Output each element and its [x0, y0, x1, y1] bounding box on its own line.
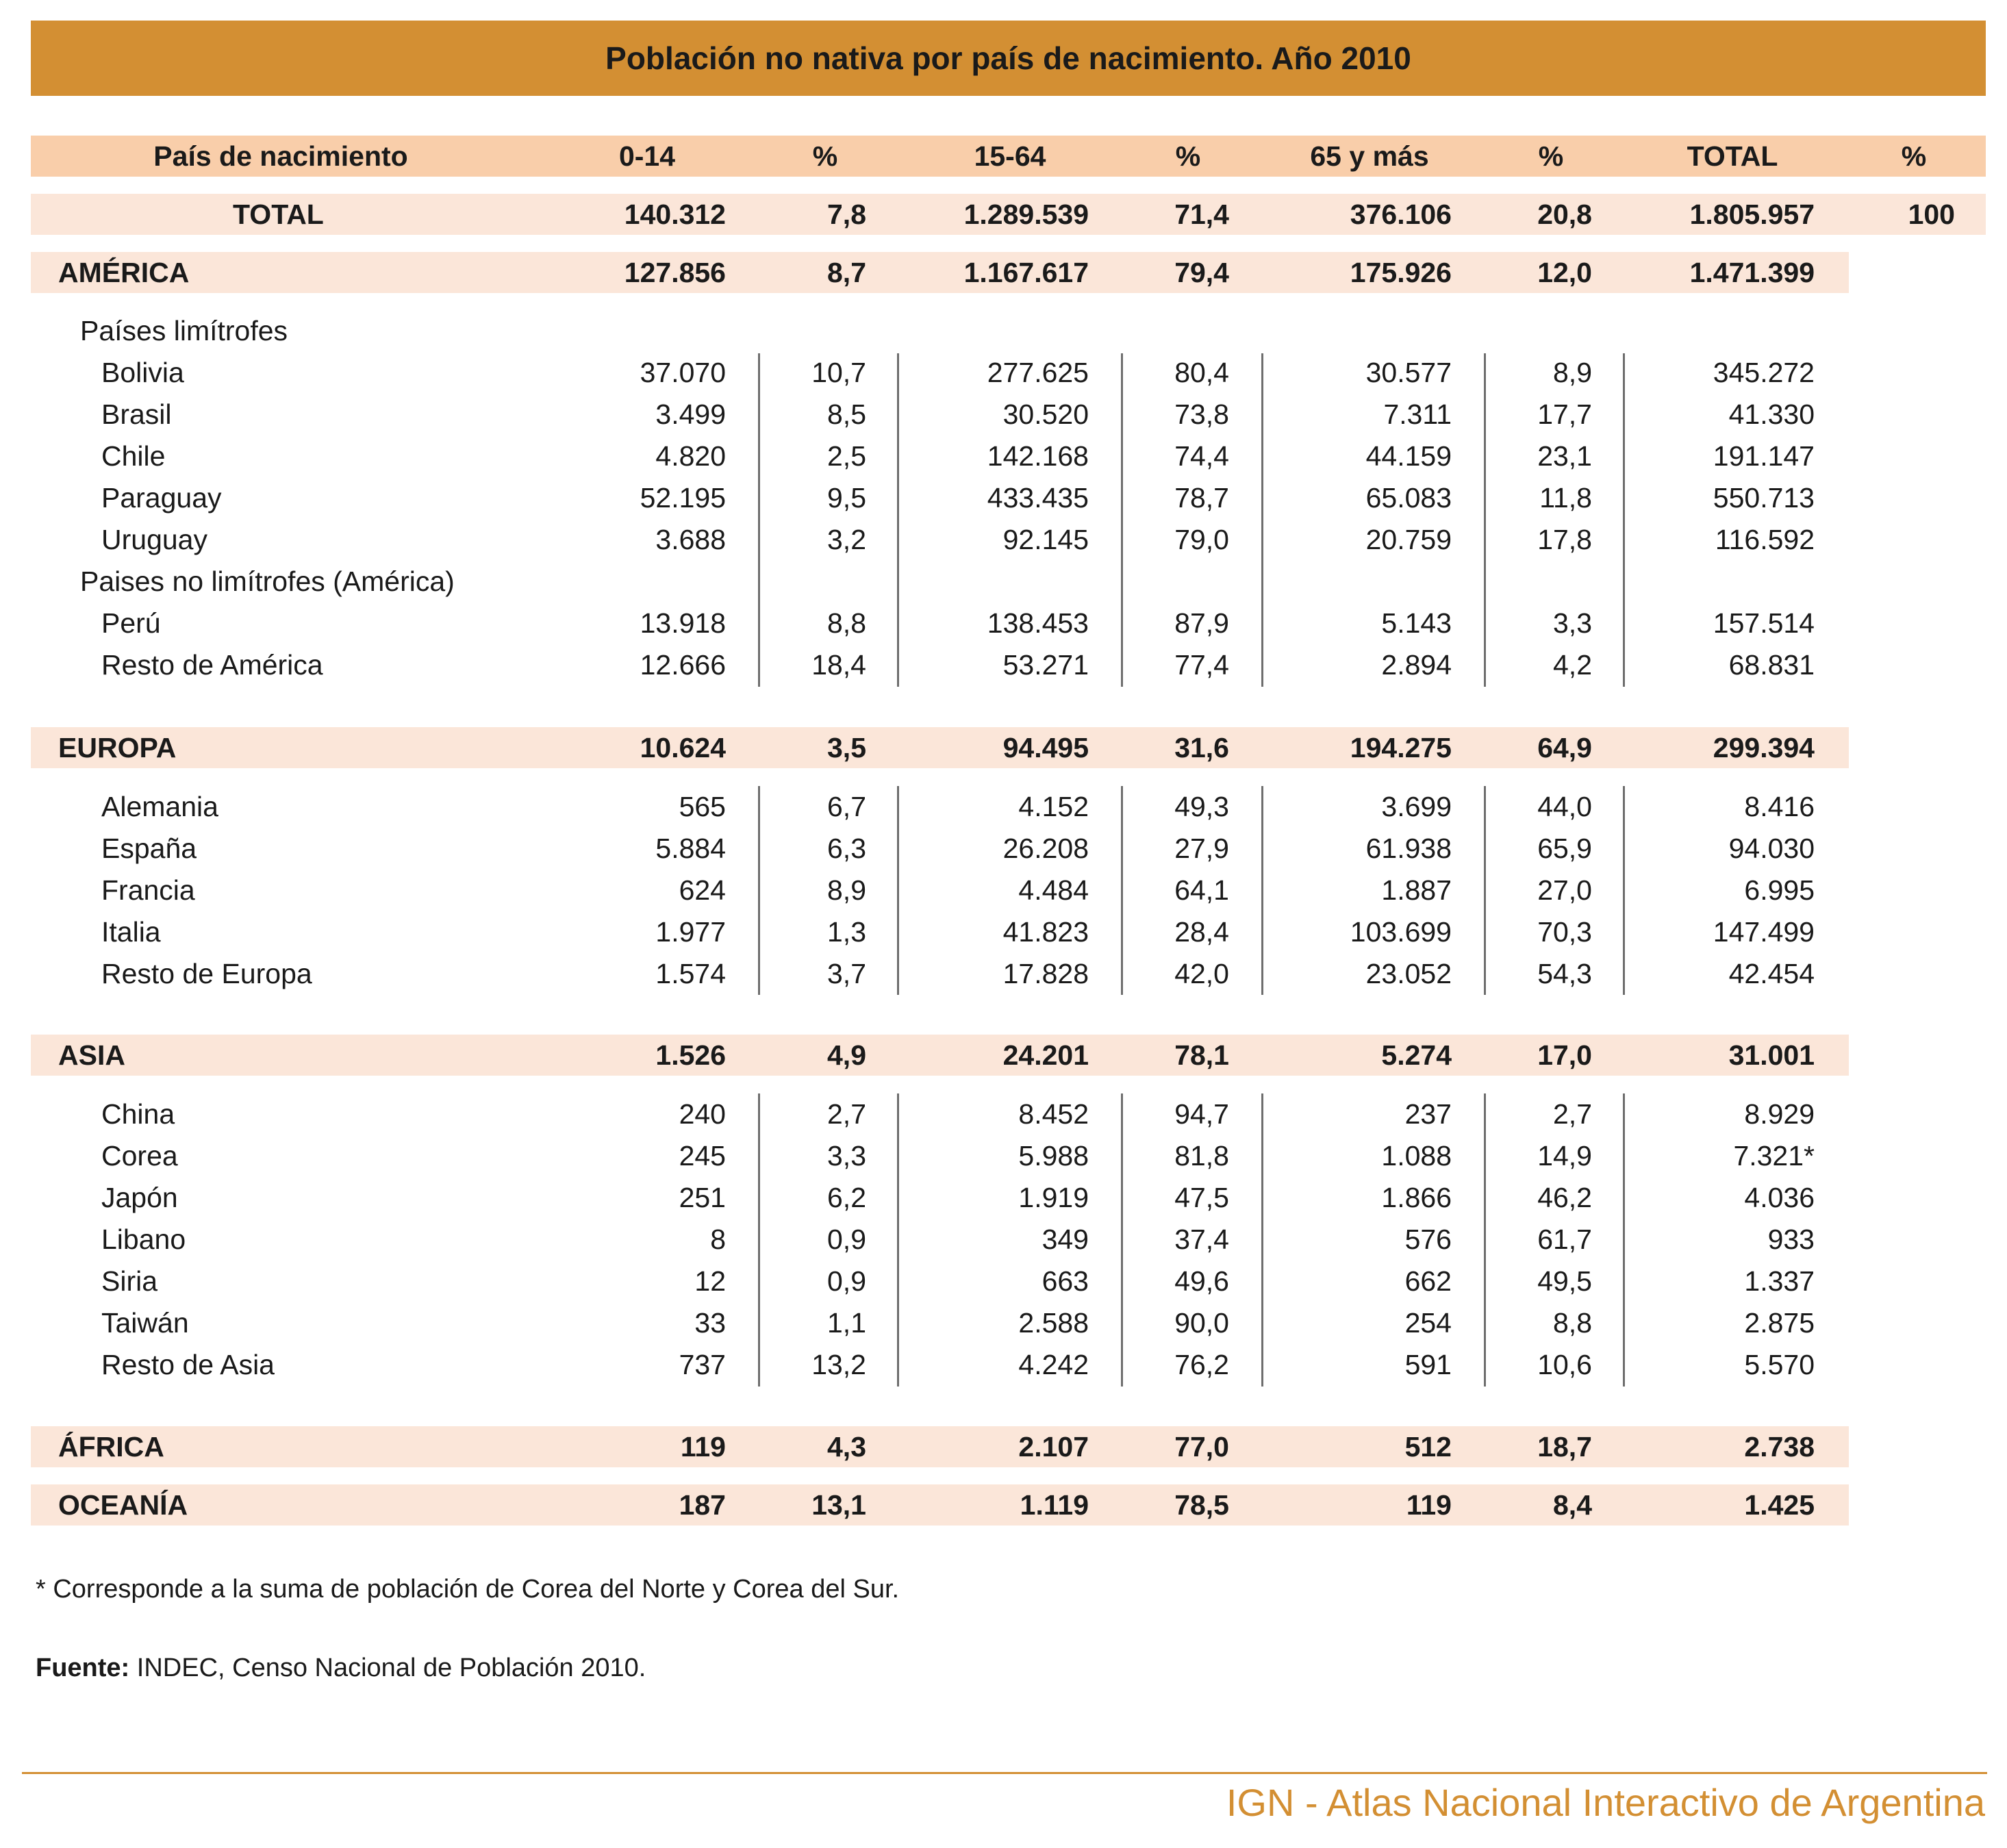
cell-value: 53.271 [1002, 649, 1089, 681]
cell-value: 254 [1404, 1307, 1452, 1339]
cell-value: 78,1 [1174, 1039, 1229, 1071]
cell-value: 14,9 [1537, 1140, 1592, 1172]
cell-value: 2,5 [827, 440, 866, 472]
cell-value: 3.699 [1381, 791, 1452, 822]
region-label: AMÉRICA [58, 257, 190, 288]
cell-value: 1.574 [655, 958, 726, 989]
cell-value: 8 [710, 1224, 726, 1255]
cell-value: 8.929 [1744, 1098, 1815, 1130]
column-divider [1121, 353, 1123, 687]
cell-value: 5.988 [1018, 1140, 1089, 1172]
cell-value: 6,2 [827, 1182, 866, 1213]
cell-value: 119 [680, 1431, 726, 1463]
column-divider [1121, 1093, 1123, 1387]
cell-value: 3.499 [655, 398, 726, 430]
cell-value: 37.070 [640, 357, 726, 388]
cell-value: 49,3 [1174, 791, 1229, 822]
footnote: * Corresponde a la suma de población de Corea del Norte y Corea del Sur. [36, 1575, 900, 1604]
cell-value: 81,8 [1174, 1140, 1229, 1172]
cell-value: 20.759 [1365, 524, 1452, 555]
cell-value: 23.052 [1365, 958, 1452, 989]
column-divider [1484, 353, 1486, 687]
cell-value: 550.713 [1713, 482, 1815, 514]
cell-value: 3.688 [655, 524, 726, 555]
region-label: OCEANÍA [58, 1489, 188, 1521]
column-header: 65 y más [1310, 140, 1429, 172]
cell-value: 31.001 [1728, 1039, 1815, 1071]
cell-value: 46,2 [1537, 1182, 1592, 1213]
cell-value: 73,8 [1174, 398, 1229, 430]
column-divider [897, 1093, 899, 1387]
column-divider [1261, 1093, 1263, 1387]
cell-value: 4,2 [1553, 649, 1592, 681]
cell-value: 147.499 [1713, 916, 1815, 948]
column-divider [758, 353, 760, 687]
cell-value: 116.592 [1715, 524, 1815, 555]
cell-value: 345.272 [1713, 357, 1815, 388]
cell-value: 3,5 [827, 732, 866, 763]
cell-value: 61,7 [1537, 1224, 1592, 1255]
cell-value: 17,8 [1537, 524, 1592, 555]
cell-value: 12,0 [1537, 257, 1592, 288]
cell-value: 3,2 [827, 524, 866, 555]
country-label: Francia [101, 874, 195, 906]
cell-value: 0,9 [827, 1265, 866, 1297]
cell-value: 1.887 [1381, 874, 1452, 906]
cell-value: 94.495 [1002, 732, 1089, 763]
cell-value: 87,9 [1174, 607, 1229, 639]
cell-value: 2.738 [1744, 1431, 1815, 1463]
cell-value: 591 [1404, 1349, 1452, 1380]
cell-value: 77,0 [1174, 1431, 1229, 1463]
column-header: 15-64 [974, 140, 1046, 172]
source-note [36, 1654, 646, 1683]
cell-value: 187 [679, 1489, 726, 1521]
cell-value: 1.088 [1381, 1140, 1452, 1172]
cell-value: 13,1 [811, 1489, 866, 1521]
cell-value: 1.119 [1020, 1489, 1089, 1521]
cell-value: 2,7 [1553, 1098, 1592, 1130]
cell-value: 7.311 [1383, 398, 1452, 430]
country-label: Resto de Europa [101, 958, 312, 989]
cell-value: 3,7 [827, 958, 866, 989]
country-label: Taiwán [101, 1307, 189, 1339]
cell-value: 175.926 [1350, 257, 1452, 288]
cell-value: 5.884 [655, 833, 726, 864]
cell-value: 299.394 [1713, 732, 1815, 763]
cell-value: 663 [1042, 1265, 1089, 1297]
cell-value: 376.106 [1350, 199, 1452, 230]
cell-value: 1.526 [655, 1039, 726, 1071]
column-divider [758, 786, 760, 995]
cell-value: 433.435 [987, 482, 1089, 514]
column-divider [1261, 353, 1263, 687]
cell-value: 8.416 [1744, 791, 1815, 822]
country-label: Uruguay [101, 524, 207, 555]
cell-value: 3,3 [827, 1140, 866, 1172]
cell-value: 2,7 [827, 1098, 866, 1130]
cell-value: 240 [679, 1098, 726, 1130]
cell-value: 576 [1404, 1224, 1452, 1255]
cell-value: 49,6 [1174, 1265, 1229, 1297]
column-divider [1261, 786, 1263, 995]
cell-value: 8,9 [1553, 357, 1592, 388]
subgroup-label: Países limítrofes [80, 315, 288, 346]
cell-value: 17.828 [1002, 958, 1089, 989]
cell-value: 5.143 [1381, 607, 1452, 639]
cell-value: 4,9 [827, 1039, 866, 1071]
cell-value: 4.036 [1744, 1182, 1815, 1213]
cell-value: 10.624 [640, 732, 726, 763]
country-label: Japón [101, 1182, 178, 1213]
column-divider [1484, 1093, 1486, 1387]
cell-value: 65.083 [1365, 482, 1452, 514]
cell-value: 9,5 [827, 482, 866, 514]
cell-value: 54,3 [1537, 958, 1592, 989]
cell-value: 30.577 [1365, 357, 1452, 388]
cell-value: 8,8 [827, 607, 866, 639]
country-label: Brasil [101, 398, 172, 430]
cell-value: 1.919 [1018, 1182, 1089, 1213]
column-header: % [1901, 140, 1927, 172]
cell-value: 2.894 [1381, 649, 1452, 681]
cell-value: 2.588 [1018, 1307, 1089, 1339]
cell-value: 90,0 [1174, 1307, 1229, 1339]
cell-value: 8,4 [1553, 1489, 1592, 1521]
cell-value: 624 [679, 874, 726, 906]
cell-value: 5.570 [1744, 1349, 1815, 1380]
cell-value: 1.977 [655, 916, 726, 948]
cell-value: 23,1 [1537, 440, 1592, 472]
cell-value: 1.167.617 [963, 257, 1089, 288]
cell-value: 6,7 [827, 791, 866, 822]
cell-value: 237 [1404, 1098, 1452, 1130]
cell-value: 4.820 [655, 440, 726, 472]
region-row-africa [31, 1426, 1849, 1467]
cell-value: 17,7 [1537, 398, 1592, 430]
country-label: Paraguay [101, 482, 222, 514]
column-divider [1623, 1093, 1625, 1387]
cell-value: 4.242 [1018, 1349, 1089, 1380]
cell-value: 8,9 [827, 874, 866, 906]
region-row-asia [31, 1035, 1849, 1076]
cell-value: 77,4 [1174, 649, 1229, 681]
cell-value: 191.147 [1713, 440, 1815, 472]
footer-credit: IGN - Atlas Nacional Interactivo de Argentina [1226, 1781, 1985, 1824]
cell-value: 47,5 [1174, 1182, 1229, 1213]
column-divider [897, 786, 899, 995]
cell-value: 1.866 [1381, 1182, 1452, 1213]
cell-value: 142.168 [987, 440, 1089, 472]
cell-value: 64,9 [1537, 732, 1592, 763]
cell-value: 17,0 [1537, 1039, 1592, 1071]
cell-value: 2.875 [1744, 1307, 1815, 1339]
cell-value: 8,8 [1553, 1307, 1592, 1339]
cell-value: 127.856 [624, 257, 726, 288]
cell-value: 8.452 [1018, 1098, 1089, 1130]
cell-value: 79,4 [1174, 257, 1229, 288]
source-text: INDEC, Censo Nacional de Población 2010. [129, 1654, 646, 1682]
cell-value: 12 [694, 1265, 726, 1297]
cell-value: 41.330 [1728, 398, 1815, 430]
cell-value: 1.289.539 [963, 199, 1089, 230]
cell-value: 30.520 [1002, 398, 1089, 430]
subgroup-label: Paises no limítrofes (América) [80, 566, 455, 597]
region-label: EUROPA [58, 732, 177, 763]
cell-value: 27,9 [1174, 833, 1229, 864]
cell-value: 349 [1042, 1224, 1089, 1255]
cell-value: 44,0 [1537, 791, 1592, 822]
cell-value: 565 [679, 791, 726, 822]
column-header: % [1538, 140, 1564, 172]
cell-value: 140.312 [624, 199, 726, 230]
cell-value: 13,2 [811, 1349, 866, 1380]
cell-value: 44.159 [1365, 440, 1452, 472]
cell-value: 27,0 [1537, 874, 1592, 906]
cell-value: 26.208 [1002, 833, 1089, 864]
country-label: Alemania [101, 791, 218, 822]
cell-value: 42,0 [1174, 958, 1229, 989]
cell-value: 28,4 [1174, 916, 1229, 948]
cell-value: 662 [1404, 1265, 1452, 1297]
column-header: 0-14 [618, 140, 676, 172]
cell-value: 18,4 [811, 649, 866, 681]
cell-value: 8,7 [827, 257, 866, 288]
column-header: % [1175, 140, 1201, 172]
cell-value: 71,4 [1174, 199, 1229, 230]
cell-value: 245 [679, 1140, 726, 1172]
cell-value: 2.107 [1018, 1431, 1089, 1463]
cell-value: 4.152 [1018, 791, 1089, 822]
cell-value: 64,1 [1174, 874, 1229, 906]
cell-value: 512 [1404, 1431, 1452, 1463]
column-divider [758, 1093, 760, 1387]
cell-value: 10,7 [811, 357, 866, 388]
cell-value: 157.514 [1713, 607, 1815, 639]
cell-value: 92.145 [1002, 524, 1089, 555]
cell-value: 65,9 [1537, 833, 1592, 864]
cell-value: 4.484 [1018, 874, 1089, 906]
cell-value: 103.699 [1350, 916, 1452, 948]
column-divider [1623, 353, 1625, 687]
cell-value: 100 [1908, 199, 1955, 230]
cell-value: 194.275 [1350, 732, 1452, 763]
total-label: TOTAL [233, 199, 324, 230]
country-label: Resto de Asia [101, 1349, 275, 1380]
cell-value: 41.823 [1002, 916, 1089, 948]
country-label: España [101, 833, 197, 864]
column-divider [1623, 786, 1625, 995]
total-row [31, 194, 1986, 235]
cell-value: 1.425 [1744, 1489, 1815, 1521]
cell-value: 10,6 [1537, 1349, 1592, 1380]
cell-value: 13.918 [640, 607, 726, 639]
country-label: Chile [101, 440, 166, 472]
column-divider [1121, 786, 1123, 995]
column-header: TOTAL [1687, 140, 1778, 172]
cell-value: 20,8 [1537, 199, 1592, 230]
country-label: China [101, 1098, 175, 1130]
cell-value: 78,5 [1174, 1489, 1229, 1521]
cell-value: 42.454 [1728, 958, 1815, 989]
cell-value: 76,2 [1174, 1349, 1229, 1380]
table-title: Población no nativa por país de nacimiento. Año 2010 [31, 21, 1986, 96]
cell-value: 52.195 [640, 482, 726, 514]
cell-value: 119 [1406, 1489, 1452, 1521]
country-label: Libano [101, 1224, 186, 1255]
cell-value: 49,5 [1537, 1265, 1592, 1297]
country-label: Bolivia [101, 357, 184, 388]
cell-value: 6.995 [1744, 874, 1815, 906]
country-label: Siria [101, 1265, 158, 1297]
source-label: Fuente: [36, 1654, 130, 1682]
cell-value: 1.805.957 [1689, 199, 1815, 230]
column-divider [897, 353, 899, 687]
cell-value: 61.938 [1365, 833, 1452, 864]
country-label: Corea [101, 1140, 178, 1172]
cell-value: 277.625 [987, 357, 1089, 388]
region-label: ÁFRICA [58, 1431, 164, 1463]
cell-value: 80,4 [1174, 357, 1229, 388]
cell-value: 7.321* [1733, 1140, 1815, 1172]
cell-value: 4,3 [827, 1431, 866, 1463]
cell-value: 0,9 [827, 1224, 866, 1255]
country-label: Perú [101, 607, 161, 639]
cell-value: 1.471.399 [1689, 257, 1815, 288]
column-header: % [812, 140, 838, 172]
cell-value: 79,0 [1174, 524, 1229, 555]
cell-value: 70,3 [1537, 916, 1592, 948]
cell-value: 74,4 [1174, 440, 1229, 472]
cell-value: 24.201 [1002, 1039, 1089, 1071]
cell-value: 11,8 [1539, 482, 1592, 514]
region-row-oceania [31, 1484, 1849, 1526]
cell-value: 251 [679, 1182, 726, 1213]
cell-value: 31,6 [1174, 732, 1229, 763]
cell-value: 5.274 [1381, 1039, 1452, 1071]
region-label: ASIA [58, 1039, 125, 1071]
cell-value: 7,8 [827, 199, 866, 230]
country-label: Italia [101, 916, 161, 948]
cell-value: 94,7 [1174, 1098, 1229, 1130]
cell-value: 94.030 [1728, 833, 1815, 864]
cell-value: 78,7 [1174, 482, 1229, 514]
cell-value: 1,1 [827, 1307, 866, 1339]
cell-value: 18,7 [1537, 1431, 1592, 1463]
cell-value: 737 [679, 1349, 726, 1380]
cell-value: 3,3 [1553, 607, 1592, 639]
cell-value: 138.453 [987, 607, 1089, 639]
cell-value: 933 [1767, 1224, 1815, 1255]
country-label: Resto de América [101, 649, 323, 681]
cell-value: 8,5 [827, 398, 866, 430]
region-row-america [31, 252, 1849, 293]
cell-value: 33 [694, 1307, 726, 1339]
region-row-europa [31, 727, 1849, 768]
cell-value: 37,4 [1174, 1224, 1229, 1255]
column-header: País de nacimiento [153, 140, 408, 172]
table-header-row [31, 136, 1986, 177]
cell-value: 1,3 [827, 916, 866, 948]
cell-value: 68.831 [1728, 649, 1815, 681]
cell-value: 1.337 [1744, 1265, 1815, 1297]
cell-value: 6,3 [827, 833, 866, 864]
footer-divider [22, 1772, 1987, 1774]
cell-value: 12.666 [640, 649, 726, 681]
column-divider [1484, 786, 1486, 995]
